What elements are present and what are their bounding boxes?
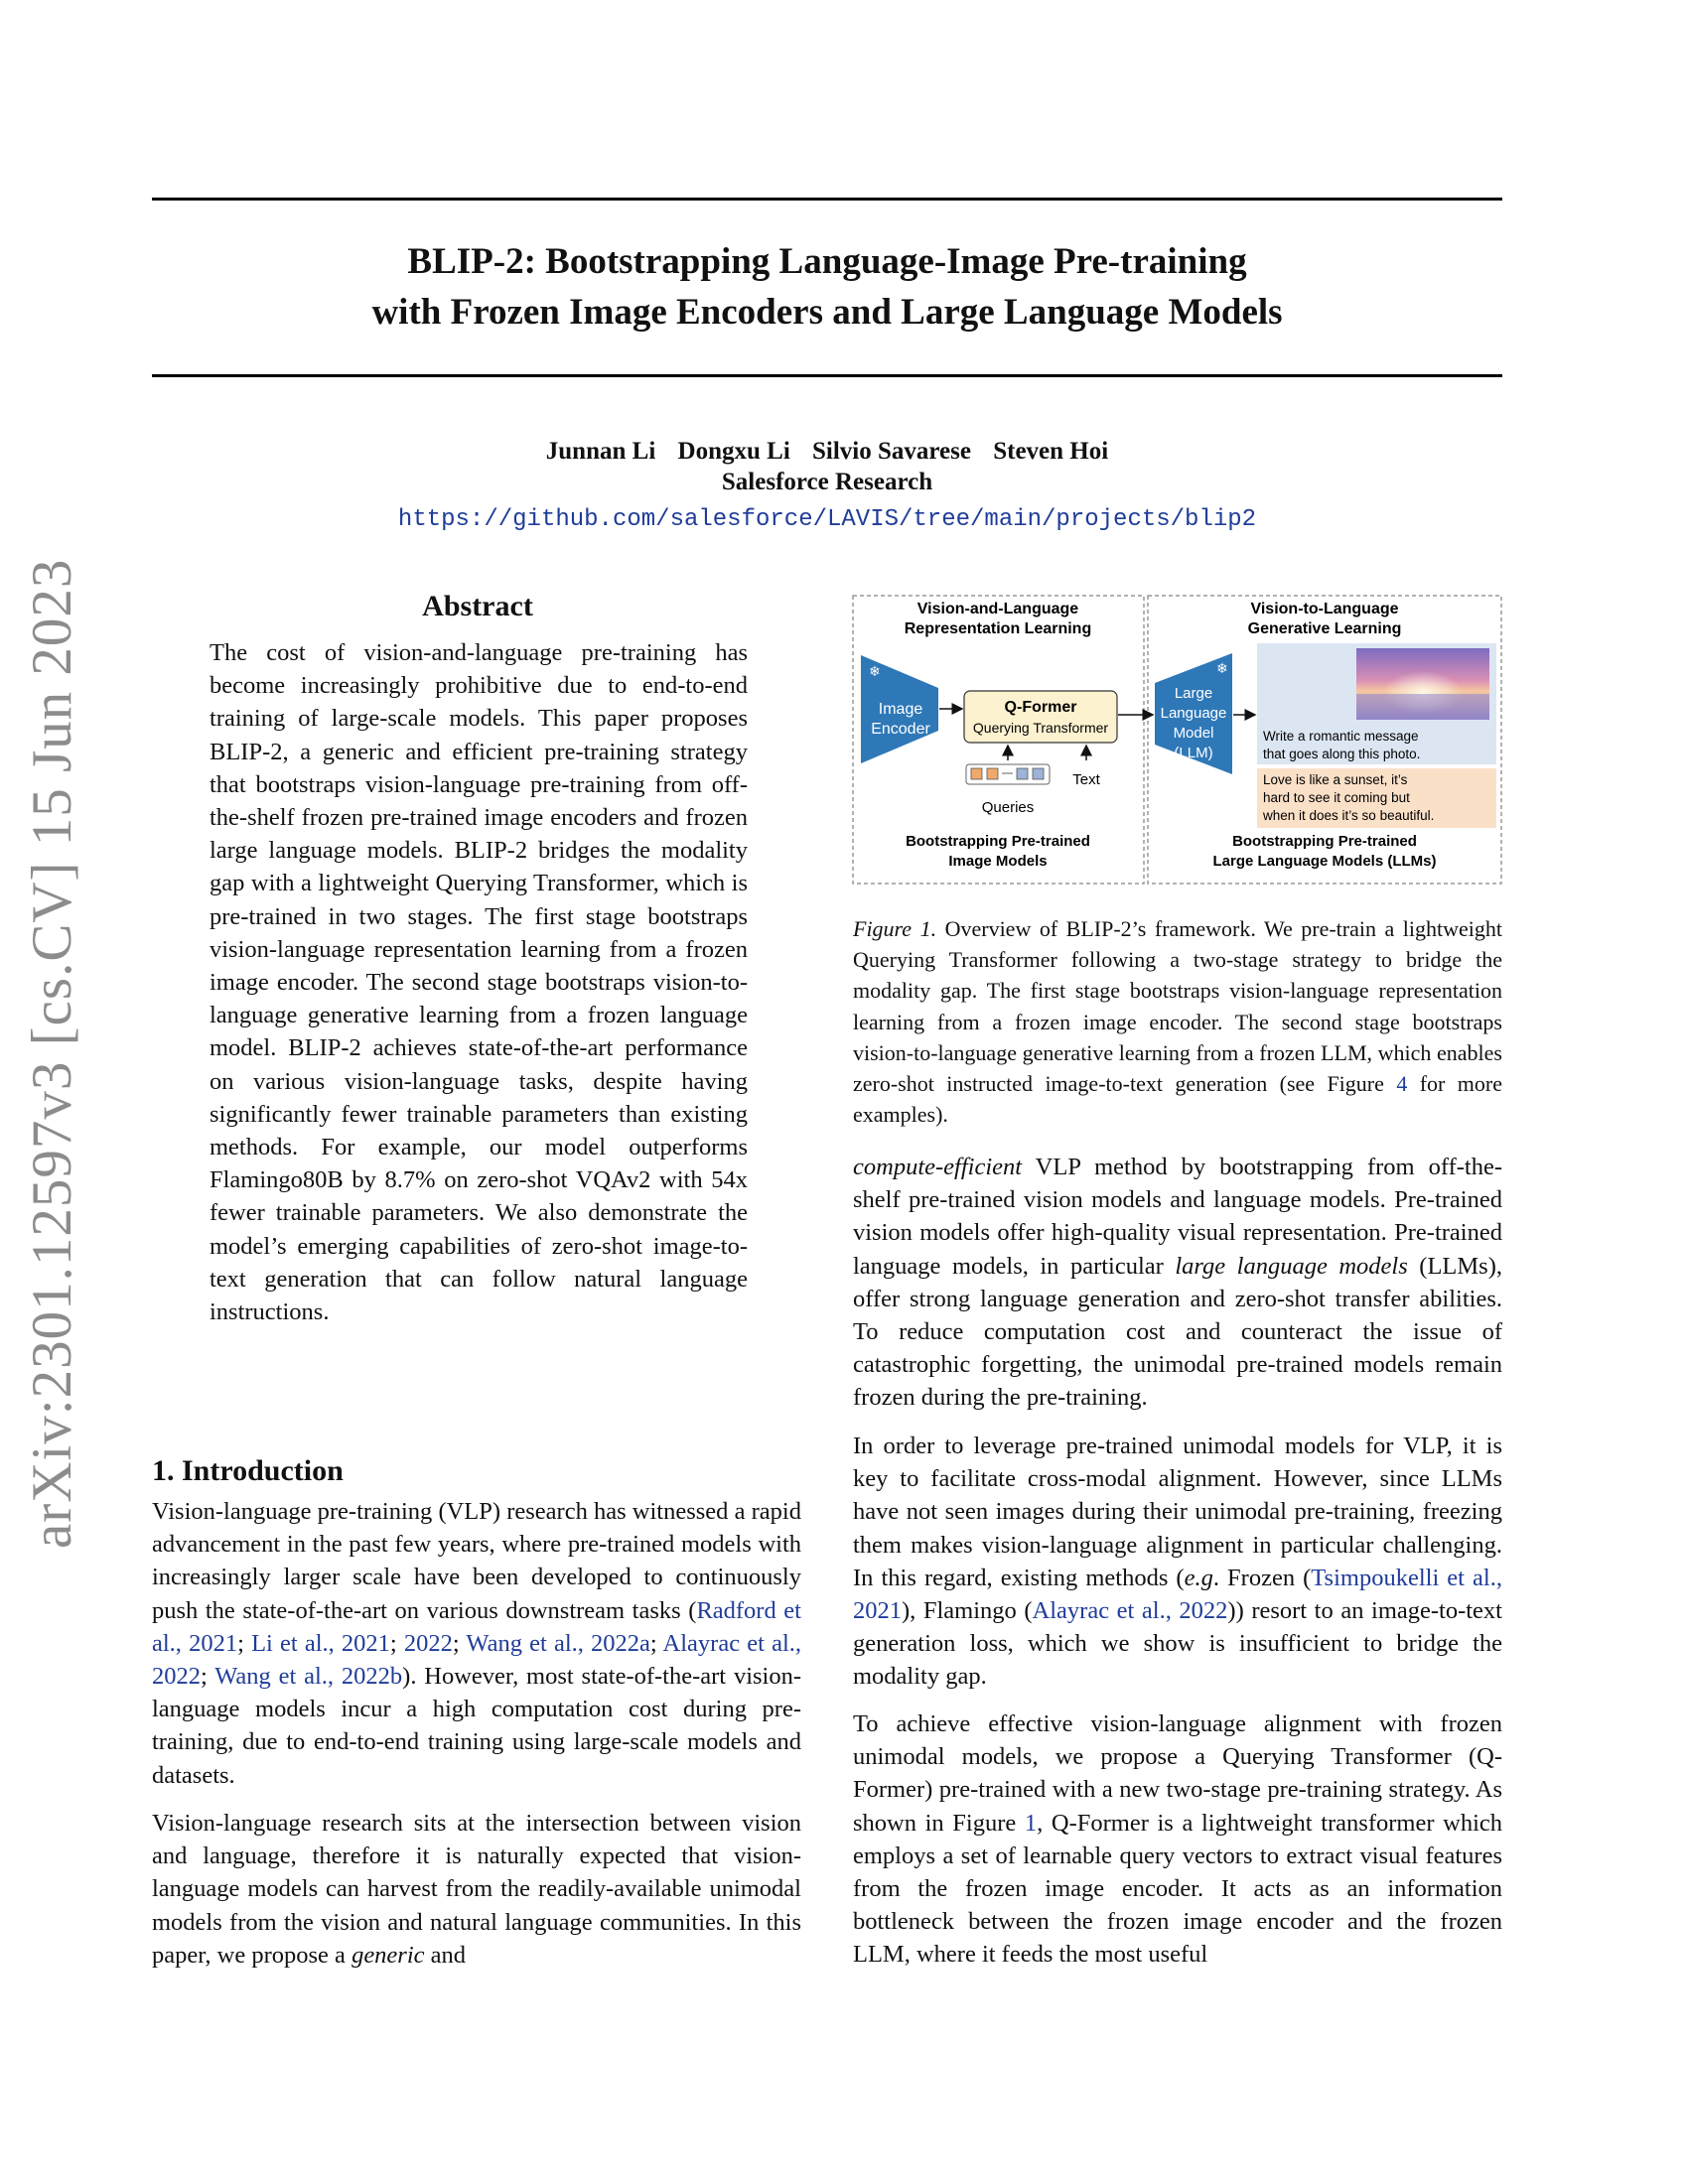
llm-label: Large xyxy=(1174,685,1213,702)
text-run: for more examples). xyxy=(853,1071,1502,1128)
text-run: (LLMs), offer strong language generation and zero-shot transfer abilities. To reduce computation cost and counteract the issue of catastrophic forgetting, the unimodal pre-trained models remain frozen during the pre-training. xyxy=(853,1252,1502,1412)
arxiv-stamp: arXiv:2301.12597v3 [cs.CV] 15 Jun 2023 xyxy=(21,558,83,1549)
left-stage-title: Vision-and-Language xyxy=(916,601,1079,617)
right-stage-title: Vision-to-Language xyxy=(1250,601,1399,617)
queries-label: Queries xyxy=(981,799,1035,816)
emphasis: compute-efficient xyxy=(853,1154,1023,1180)
llm-label: (LLM) xyxy=(1174,745,1213,761)
citation-link[interactable]: 2022 xyxy=(403,1629,453,1657)
right-paragraph-1 xyxy=(853,1151,1502,1415)
text-run: Overview of BLIP-2’s framework. We pre-train a lightweight Querying Transformer following a two-stage strategy to bridge the modality gap. The first stage bootstraps vision-language representation learning from a frozen image encoder. The second stage bootstraps vision-to-language generative learning from a frozen LLM, which enables zero-shot instructed image-to-text generation (see Figure xyxy=(853,916,1502,1097)
citation-link[interactable]: Tsimpoukelli et al., 2021 xyxy=(853,1564,1502,1625)
right-paragraph-2 xyxy=(853,1430,1502,1694)
query-token xyxy=(1033,768,1044,779)
citation-link[interactable]: Wang et al., 2022a xyxy=(466,1629,650,1657)
figure-ref-link[interactable]: 1 xyxy=(1024,1809,1038,1837)
text-run: ), Flamingo ( xyxy=(902,1597,1033,1625)
top-rule xyxy=(152,198,1502,201)
qformer-label: Q-Former xyxy=(1004,699,1077,716)
intro-paragraph-2 xyxy=(152,1807,801,1972)
text-run: ; xyxy=(237,1629,252,1657)
text-run: To achieve effective vision-language alignment with frozen unimodal models, we propose a Querying Transformer (Q-Former) pre-trained with a new two-stage pre-training strategy. As shown in Figure xyxy=(853,1710,1502,1837)
answer-text: when it does it’s so beautiful. xyxy=(1263,808,1435,823)
text-run: Vision-language pre-training (VLP) research has witnessed a rapid advancement in the past few years, where pre-trained models with increasingly larger scale have been developed to continuously push the state-of-the-art on various downstream tasks ( xyxy=(152,1498,801,1624)
text-run: )) resort to an image-to-text generation loss, which we show is insufficient to bridge the modality gap. xyxy=(853,1597,1502,1691)
figure-1-caption xyxy=(853,913,1502,1130)
llm-label: Language xyxy=(1160,705,1227,722)
title-bottom-rule xyxy=(152,374,1502,377)
text-run: In order to leverage pre-trained unimodal models for VLP, it is key to facilitate cross-modal alignment. However, since LLMs have not seen images during their unimodal pre-training, freezing them makes vision-language alignment in particular challenging. In this regard, existing methods ( xyxy=(853,1433,1502,1591)
snowflake-icon: ❄ xyxy=(869,663,881,679)
sunset-horizon xyxy=(1356,694,1489,720)
author: Steven Hoi xyxy=(993,438,1109,465)
left-stage-title: Representation Learning xyxy=(904,620,1092,637)
citation-link[interactable]: Alayrac et al., 2022 xyxy=(1032,1597,1228,1625)
text-run: and xyxy=(424,1941,467,1969)
citation-link[interactable]: Wang et al., 2022b xyxy=(214,1663,403,1691)
title-line-2: with Frozen Image Encoders and Large Language Models xyxy=(371,292,1283,333)
text-run: , Q-Former is a lightweight transformer which employs a set of learnable query vectors to extract visual features from the frozen image encoder. It acts as an information bottleneck between the frozen image encoder and the frozen LLM, where it feeds the most useful xyxy=(853,1809,1502,1969)
citation-link[interactable]: Li et al., 2021 xyxy=(251,1629,390,1657)
section-heading-introduction: 1. Introduction xyxy=(152,1454,344,1487)
author: Silvio Savarese xyxy=(812,438,971,465)
affiliation: Salesforce Research xyxy=(721,469,933,495)
figure-1-diagram xyxy=(851,594,1505,889)
text-input-label: Text xyxy=(1072,771,1100,788)
emphasis: e.g xyxy=(1184,1564,1213,1591)
query-token xyxy=(971,768,982,779)
snowflake-icon: ❄ xyxy=(1216,660,1228,676)
prompt-text: Write a romantic message xyxy=(1263,729,1419,744)
text-run: ; xyxy=(452,1629,467,1657)
paper-title xyxy=(152,236,1502,338)
text-run: ; xyxy=(201,1663,215,1691)
abstract-heading: Abstract xyxy=(422,590,533,622)
emphasis: generic xyxy=(352,1941,425,1969)
author-list xyxy=(152,435,1502,468)
title-line-1: BLIP-2: Bootstrapping Language-Image Pre-training xyxy=(407,241,1247,282)
right-stage-caption: Bootstrapping Pre-trained xyxy=(1232,833,1417,850)
right-stage-caption: Large Language Models (LLMs) xyxy=(1212,853,1437,870)
abstract-text: The cost of vision-and-language pre-training has become increasingly prohibitive due to end-to-end training of large-scale models. This paper proposes BLIP-2, a generic and efficient pre-training strategy that bootstraps vision-language pre-training from off-the-shelf frozen pre-trained image encoders and frozen large language models. BLIP-2 bridges the modality gap with a lightweight Querying Transformer, which is pre-trained in two stages. The first stage bootstraps vision-language representation learning from a frozen image encoder. The second stage bootstraps vision-to-language generative learning from a frozen language model. BLIP-2 achieves state-of-the-art performance on various vision-language tasks, despite having significantly fewer trainable parameters than existing methods. For example, our model outperforms Flamingo80B by 8.7% on zero-shot VQAv2 with 54x fewer trainable parameters. We also demonstrate the model’s emerging capabilities of zero-shot image-to-text generation that can follow natural language instructions. xyxy=(210,639,748,1326)
answer-text: hard to see it coming but xyxy=(1263,790,1410,805)
emphasis: large language models xyxy=(1175,1252,1408,1280)
caption-label: Figure 1. xyxy=(853,916,937,941)
text-run: . Frozen ( xyxy=(1212,1564,1312,1591)
llm-label: Model xyxy=(1173,725,1214,742)
citation-link[interactable]: Radford et al., 2021 xyxy=(152,1596,801,1657)
figure-ref-link[interactable]: 4 xyxy=(1396,1071,1408,1097)
author: Junnan Li xyxy=(545,438,656,465)
intro-paragraph-1 xyxy=(152,1495,801,1792)
text-run: ; xyxy=(649,1629,663,1657)
text-run: Vision-language research sits at the intersection between vision and language, therefore it is naturally expected that vision-language models can harvest from the readily-available unimodal models from the vision and natural language communities. In this paper, we propose a xyxy=(152,1810,801,1969)
image-encoder-label: Encoder xyxy=(871,721,930,738)
query-token xyxy=(987,768,998,779)
text-run: ). However, most state-of-the-art vision-language models incur a high computation cost during pre-training, due to end-to-end training using large-scale models and datasets. xyxy=(152,1663,802,1789)
answer-text: Love is like a sunset, it’s xyxy=(1263,772,1408,787)
right-stage-title: Generative Learning xyxy=(1247,620,1402,637)
author: Dongxu Li xyxy=(677,438,790,465)
query-token xyxy=(1017,768,1028,779)
left-stage-caption: Image Models xyxy=(948,853,1048,870)
right-paragraph-3 xyxy=(853,1707,1502,1972)
text-run: ; xyxy=(389,1629,404,1657)
qformer-sublabel: Querying Transformer xyxy=(972,720,1109,736)
image-encoder-label: Image xyxy=(878,701,923,718)
text-run: VLP method by bootstrapping from off-the-shelf pre-trained vision models and language models. Pre-trained vision models offer high-quality visual representation. Pre-trained language models, in particular xyxy=(853,1154,1502,1280)
prompt-text: that goes along this photo. xyxy=(1263,747,1421,761)
project-url-link[interactable]: https://github.com/salesforce/LAVIS/tree/main/projects/blip2 xyxy=(397,506,1257,533)
left-stage-caption: Bootstrapping Pre-trained xyxy=(906,833,1090,850)
citation-link[interactable]: Alayrac et al., 2022 xyxy=(152,1629,802,1691)
